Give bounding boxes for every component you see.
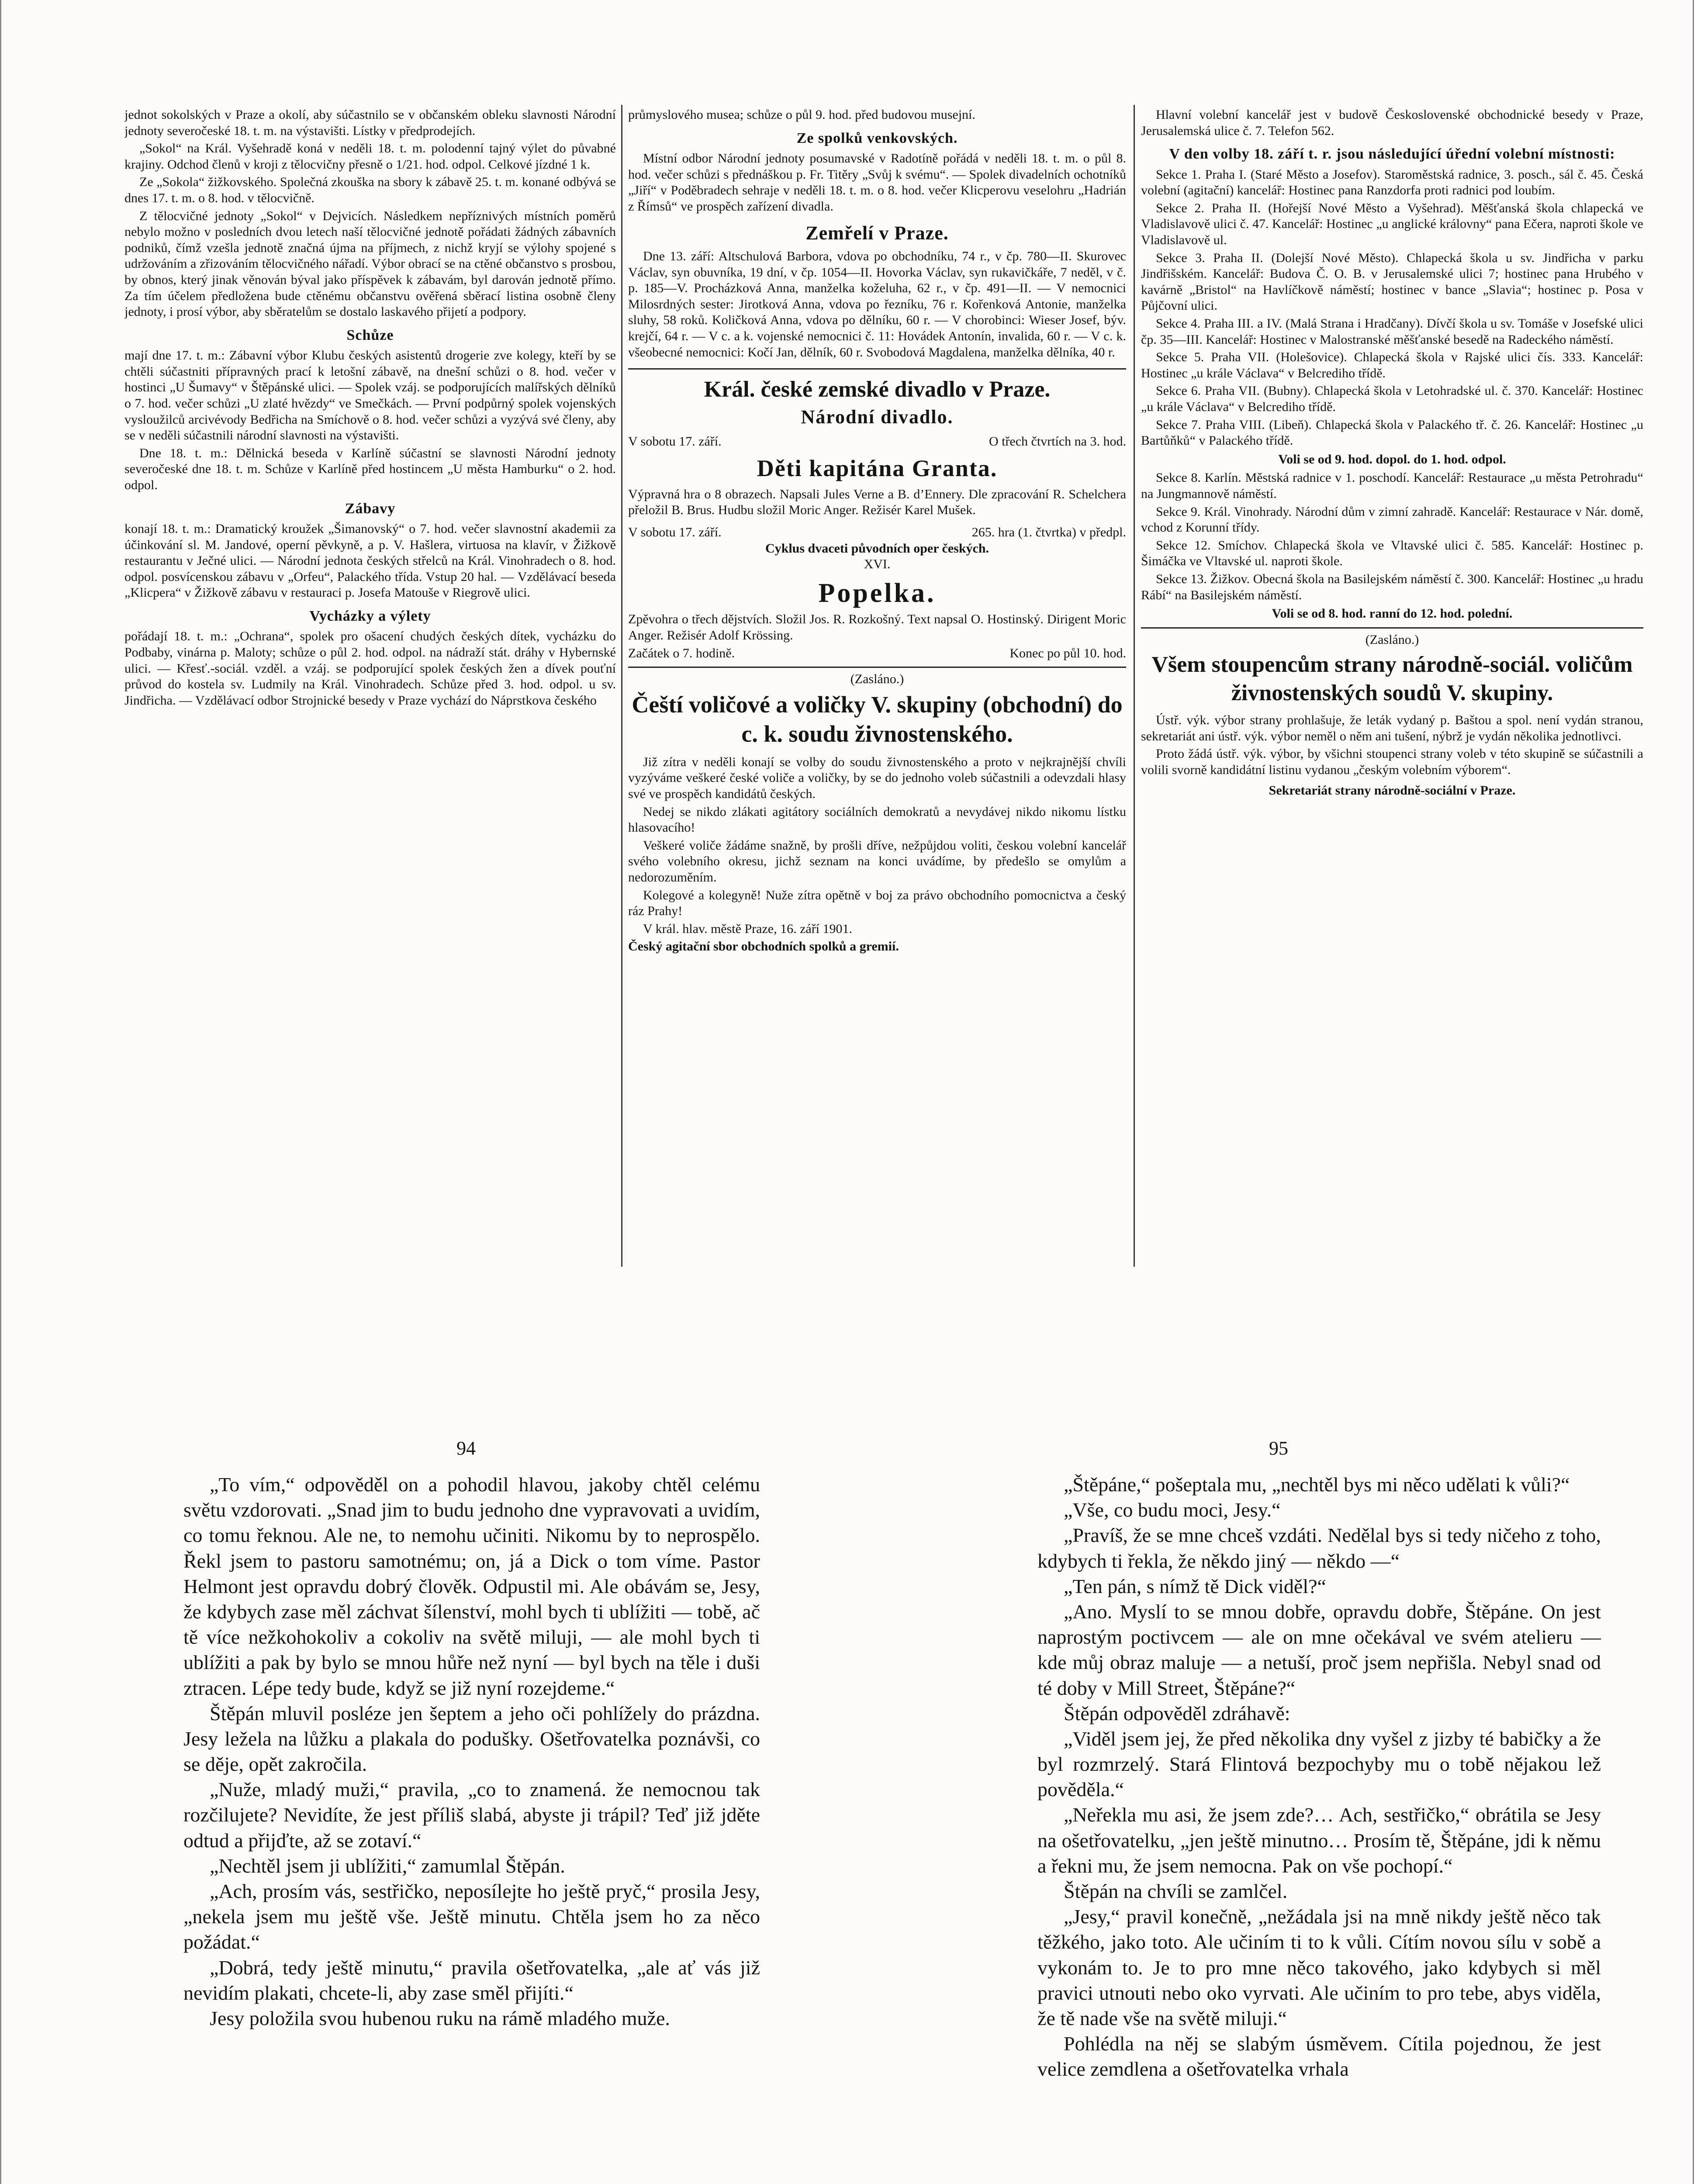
col1-paragraph: konají 18. t. m.: Dramatický kroužek „Šimanovský“ o 7. hod. večer slavnostní akademii za účinkování sl. M. Jandové, operní pěvkyně, a p. V. Hašlera, virtuosa na klavír, v Žižkově restaurantu v Ječné ulici. — Národní jednota českých střelců na Král. Vinohradech o 8. hod. odpol. posvícenskou zábavu v „Orfeu“, Palackého třída. Vstup 20 hal. — Vzdělávací beseda „Klicpera“ v Žižkově zábavu v restauraci p. Josefa Matouše v Riegrově ulici. xyxy=(124,522,616,600)
performance-note: 265. hra (1. čtvrtka) v předpl. xyxy=(971,525,1126,540)
advert-paragraph: Již zítra v neděli konají se volby do soudu živnostenského a proto v nejkrajnější chvíli vyzýváme veškeré české voliče a voličky, by se do jednoho voleb súčastnili a odevzdali hlasy své ve prospěch kandidátů českých. xyxy=(628,754,1126,801)
performance-date-row xyxy=(628,525,1126,541)
novel-paragraph: „To vím,“ odpověděl on a pohodil hlavou, jakoby chtěl celému světu vzdorovati. „Snad jim to budu jednoho dne vypravovati a uvidím, co tomu řeknou. Ale ne, to nemohu učiniti. Nikomu by to neprospělo. Řekl jsem to pastoru samotnému; on, já a Dick o tom víme. Pastor Helmont jest opravdu dobrý člověk. Odpustil mi. Ale obávám se, Jesy, že kdybych zase měl záchvat šílenství, mohl bych ti ublížiti — tobě, ač tě více nežkohokoliv a cokoliv na světě miluji, — ale mohl bych ti ublížiti a pak by bylo se mnou hůře než nyní — byl bych na těle i duši ztracen. Lépe tedy bude, když se již nyní rozejdeme.“ xyxy=(183,1473,760,1699)
col1-paragraph: mají dne 17. t. m.: Zábavní výbor Klubu českých asistentů drogerie zve kolegy, kteří by se chtěli súčastniti přípravných prací k letošní zábavě, na dnešní schůzi o 8. hod. večer v hostinci „U Šumavy“ v Štěpánské ulici. — Spolek vzáj. se podporujících malířských dělníků o 7. hod. večer schůzi „U zlaté hvězdy“ ve Smečkách. — První podpůrný spolek vojenských vysloužilců arcivévody Bedřicha na Smíchově o 8. hod. večer schůzi a vyzývá své členy, aby se v neděli súčastnili národní slavnosti na výstavišti. xyxy=(124,348,616,443)
col1-paragraph: Z tělocvičné jednoty „Sokol“ v Dejvicích. Následkem nepříznivých místních poměrů nebylo možno v posledních dvou letech naší tělocvičné jednotě pořádati žádných zábavních podniků, čímž vzešla jednotě značná újma na příjmech, z nichž kryjí se výlohy spojené s udržováním a zřizováním tělocvičného nářadí. Výbor obrací se na ctěné občanstvo s prosbou, by obnos, který jinak věnován býval jako příspěvek k zábavám, byl darován jednotě přímo. Za tím účelem předložena bude ctěnému občanstvu ověřená sběrací listina osobně členy jednoty, i prosí výbor, aby sběratelům se dostalo laskavého přijetí a podpory. xyxy=(124,208,616,319)
section-heading-venkov: Ze spolků venkovských. xyxy=(796,130,958,146)
col1-paragraph: jednot sokolských v Praze a okolí, aby súčastnilo se v občanském obleku slavnosti Národní jednoty severočeské 18. t. m. na výstavišti. Lístky v předprodejích. xyxy=(124,107,616,138)
opera-cycle: Cyklus dvaceti původních oper českých. xyxy=(765,541,989,556)
polling-section: Sekce 3. Praha II. (Dolejší Nové Město). Chlapecká škola u sv. Jindřicha v parku Jindřišském. Kancelář: Budova Č. O. B. v Jerusalemské ulici 7; hostinec pana Hrubého v kavárně „Bristol“ na Havlíčkově náměstí; hostinec v bance „Slavia“; hostinec p. Posa v Půjčovní ulici. xyxy=(1141,250,1643,313)
polling-section: Sekce 9. Král. Vinohrady. Národní dům v zimní zahradě. Kancelář: Restaurace v Nár. domě, vchod z Korunní třídy. xyxy=(1141,504,1643,535)
novel-paragraph: Pohlédla na něj se slabým úsměvem. Cítila pojednou, že jest velice zemdlena a ošetřovatelka vrhala xyxy=(1037,2032,1601,2080)
novel-paragraph: Jesy položila svou hubenou ruku na rámě mladého muže. xyxy=(210,2007,670,2029)
zaslano-label: (Zasláno.) xyxy=(850,672,904,687)
page-edge-left xyxy=(0,0,1,2184)
polling-section: Sekce 8. Karlín. Městská radnice v 1. poschodí. Kancelář: Restaurace „u města Petrohradu“ na Jungmannově náměstí. xyxy=(1141,470,1643,501)
play-title: Děti kapitána Granta. xyxy=(757,455,998,481)
newspaper-column-1 xyxy=(124,107,616,1326)
advert-paragraph: Nedej se nikdo zlákati agitátory sociálních demokratů a nevydávej nikdo nikomu lístku hlasovacího! xyxy=(628,804,1126,835)
advert-signature: Český agitační sbor obchodních spolků a gremií. xyxy=(628,939,899,954)
advert-paragraph: Veškeré voliče žádáme snažně, by prošli dříve, nežpůjdou voliti, českou volební kancelář svého volebního okresu, jichž seznam na konci uvádíme, by předešlo se omylům a nedorozuměním. xyxy=(628,838,1126,885)
theater-subtitle: Národní divadlo. xyxy=(801,406,954,428)
polling-section: Sekce 4. Praha III. a IV. (Malá Strana i Hradčany). Dívčí škola u sv. Tomáše v Josefské ulici čp. 35—III. Kancelář: Hostinec v Malostranské měšťanské besedě na Radeckého náměstí. xyxy=(1141,316,1643,347)
start-time: Začátek o 7. hodině. xyxy=(628,646,735,660)
rule xyxy=(1141,627,1643,629)
novel-paragraph: Štěpán odpověděl zdráhavě: xyxy=(1064,1702,1290,1724)
section-heading-zabavy: Zábavy xyxy=(345,500,396,517)
polling-section: Sekce 13. Žižkov. Obecná škola na Basilejském náměstí č. 300. Kancelář: Hostinec „u hradu Rábí“ na Basilejském náměstí. xyxy=(1141,571,1643,602)
performance-time-row xyxy=(628,646,1126,662)
col2-paragraph: Místní odbor Národní jednoty posumavské v Radotíně pořádá v neděli 18. t. m. o půl 8. hod. večer schůzi s přednáškou p. Fr. Titěry „Svůj k svému“. — Spolek divadelních ochotníků „Jiří“ v Poděbradech sehraje v neděli 18. t. m. o 8. hod. večer Klicperovu veselohru „Hadrián z Římsů“ ve prospěch zařízení divadla. xyxy=(628,151,1126,214)
section-heading-zemreli: Zemřelí v Praze. xyxy=(806,222,949,244)
novel-paragraph: „Neřekla mu asi, že jsem zde?… Ach, sestřičko,“ obrátila se Jesy na ošetřovatelku, „jen ještě minutno… Prosím tě, Štěpáne, jdi k němu a řekni mu, že jsem nemocna. Pak on vše pochopí.“ xyxy=(1037,1804,1601,1877)
zaslano-label: (Zasláno.) xyxy=(1365,632,1419,647)
polling-section: Sekce 2. Praha II. (Hořejší Nové Město a Vyšehrad). Měšťanská škola chlapecká ve Vladislavově ulici č. 47. Kancelář: Hostinec „u anglické královny“ pana Ečera, naproti škole ve Vladislavově ul. xyxy=(1141,200,1643,248)
novel-page-left xyxy=(183,1472,760,2031)
novel-paragraph: „Vše, co budu moci, Jesy.“ xyxy=(1064,1499,1281,1521)
newspaper-column-3 xyxy=(1141,107,1643,1286)
section-heading-schuze: Schůze xyxy=(346,327,394,343)
section-heading-volby: V den volby 18. září t. r. jsou následující úřední volební místnosti: xyxy=(1169,146,1615,162)
play-description: Výpravná hra o 8 obrazech. Napsali Jules Verne a B. d’Ennery. Dle zpracování R. Schelchera přeložil B. Brus. Hudbu složil Moric Anger. Režisér Karel Mušek. xyxy=(628,487,1126,518)
performance-date: V sobotu 17. září. xyxy=(628,525,722,540)
polling-section: Sekce 12. Smíchov. Chlapecká škola ve Vltavské ulici č. 585. Kancelář: Hostinec p. Šimáčka ve Vltavské ul. naproti škole. xyxy=(1141,538,1643,569)
performance-time: O třech čtvrtích na 3. hod. xyxy=(989,434,1126,449)
voting-hours: Voli se od 8. hod. ranní do 12. hod. polední. xyxy=(1272,606,1513,621)
column-divider xyxy=(1134,105,1135,1267)
newspaper-column-2 xyxy=(628,107,1126,1269)
polling-section: Sekce 7. Praha VIII. (Libeň). Chlapecká škola v Palackého tř. č. 26. Kancelář: Hostinec „u Bartůňků“ v Palackého třídě. xyxy=(1141,417,1643,448)
advert-signature: Sekretariát strany národně-sociální v Praze. xyxy=(1269,783,1516,798)
theater-title: Král. české zemské divadlo v Praze. xyxy=(704,377,1051,402)
novel-paragraph: „Dobrá, tedy ještě minutu,“ pravila ošetřovatelka, „ale ať vás již nevidím plakati, chcete-li, aby zase směl přijíti.“ xyxy=(183,1956,760,2004)
polling-section: Sekce 1. Praha I. (Staré Město a Josefov). Staroměstská radnice, 3. posch., sál č. 45. Česká volební (agitační) kancelář: Hostinec pana Ranzdorfa proti radnici pod loubím. xyxy=(1141,167,1643,198)
performance-date: V sobotu 17. září. xyxy=(628,434,722,449)
rule xyxy=(628,667,1126,668)
page-number-right: 95 xyxy=(1269,1438,1288,1459)
advert-paragraph: Kolegové a kolegyně! Nuže zítra opětně v boj za právo obchodního pomocnictva a český ráz Prahy! xyxy=(628,888,1126,919)
end-time: Konec po půl 10. hod. xyxy=(1009,646,1126,660)
novel-paragraph: Štěpán na chvíli se zamlčel. xyxy=(1064,1880,1288,1902)
col1-paragraph: Ze „Sokola“ žižkovského. Společná zkouška na sbory k zábavě 25. t. m. konané odbývá se dnes 17. t. m. o 8. hod. v tělocvičně. xyxy=(124,175,616,205)
novel-paragraph: Štěpán mluvil posléze jen šeptem a jeho oči pohlížely do prázdna. Jesy ležela na lůžku a plakala do podušky. Ošetřovatelka poznávši, co se děje, opět zakročila. xyxy=(183,1702,760,1776)
advert-paragraph: Proto žádá ústř. výk. výbor, by všichni stoupenci strany voleb v této skupině se súčastnili a volili svorně kandidátní listinu vydanou „českým volebním výborem“. xyxy=(1141,746,1643,778)
column-divider xyxy=(621,105,622,1267)
col1-paragraph: „Sokol“ na Král. Vyšehradě koná v neděli 18. t. m. polodenní tajný výlet do půvabné krajiny. Odchod členů v kroji z tělocvičny přesně o 1/21. hod. odpol. Celkové jízdné 1 k. xyxy=(124,141,616,172)
advert-paragraph: Ústř. výk. výbor strany prohlašuje, že leták vydaný p. Baštou a spol. není vydán stranou, sekretariát ani ústř. výk. výbor neměl o něm ani tušení, nýbrž je vydán několika jednotlivci. xyxy=(1141,713,1643,743)
advert-heading: Všem stoupencům strany národně-sociál. voličům živnostenských soudů V. skupiny. xyxy=(1151,652,1633,706)
polling-section: Sekce 6. Praha VII. (Bubny). Chlapecká škola v Letohradské ul. č. 370. Kancelář: Hostinec „u krále Václava“ v Belcrediho třídě. xyxy=(1141,384,1643,414)
page-number-left: 94 xyxy=(456,1438,476,1459)
polling-section: Sekce 5. Praha VII. (Holešovice). Chlapecká škola v Rajské ulici čís. 333. Kancelář: Hostinec „u krále Václava“ v Belcrediho třídě. xyxy=(1141,350,1643,380)
rule xyxy=(628,368,1126,370)
advert-heading: Čeští voličové a voličky V. skupiny (obchodní) do c. k. soudu živnostenského. xyxy=(632,691,1123,747)
col3-paragraph: Hlavní volební kancelář jest v budově Československé obchodnické besedy v Praze, Jerusalemská ulice č. 7. Telefon 562. xyxy=(1141,107,1643,138)
novel-paragraph: „Pravíš, že se mne chceš vzdáti. Nedělal bys si tedy ničeho z toho, kdybych ti řekla, že někdo jiný — někdo —“ xyxy=(1037,1524,1601,1572)
play-description: Zpěvohra o třech dějstvích. Složil Jos. R. Rozkošný. Text napsal O. Hostinský. Dirigent Moric Anger. Režisér Adolf Krössing. xyxy=(628,612,1126,643)
novel-paragraph: „Nuže, mladý muži,“ pravila, „co to znamená. že nemocnou tak rozčilujete? Nevidíte, že jest příliš slabá, abyste ji trápil? Teď již jděte odtud a přijďte, až se zotaví.“ xyxy=(183,1778,760,1852)
novel-paragraph: „Ten pán, s nímž tě Dick viděl?“ xyxy=(1064,1575,1326,1597)
novel-paragraph: „Štěpáne,“ pošeptala mu, „nechtěl bys mi něco udělati k vůli?“ xyxy=(1064,1473,1570,1496)
col1-paragraph: pořádají 18. t. m.: „Ochrana“, spolek pro ošacení chudých českých dítek, vycházku do Podbaby, vinárna p. Maloty; schůze o půl 2. hod. odpol. na nádraží stát. dráhy v Hybernské ulici. — Křesť.-sociál. vzděl. a vzáj. se podporující spolek českých žen a dívek pouťní průvod do kostela sv. Ludmily na Král. Vinohradech. Schůze před 3. hod. odpol. u sv. Jindřicha. — Vzdělávací odbor Strojnické besedy v Praze vychází do Náprstkova českého xyxy=(124,629,616,708)
novel-paragraph: „Nechtěl jsem ji ublížiti,“ zamumlal Štěpán. xyxy=(210,1854,565,1877)
col2-paragraph: Dne 13. září: Altschulová Barbora, vdova po obchodníku, 74 r., v čp. 780—II. Skurovec Václav, syn obuvníka, 19 dní, v čp. 1054—II. Hovorka Václav, syn rukavičkáře, 7 neděl, v č. p. 185—V. Procházková Anna, manželka koželuha, 62 r., v čp. 491—II. — V nemocnici Milosrdných sester: Jirotková Anna, vdova po řezníku, 76 r. Kořenková Antonie, manželka sluhy, 58 roků. Količková Anna, vdova po dělníku, 60 r. — V chorobinci: Wieser Josef, býv. krejčí, 64 r. — V c. a k. vojenské nemocnici č. 11: Hovádek Antonín, invalida, 60 r. — V c. k. všeobecné nemocnici: Kočí Jan, dělník, 60 r. Svobodová Magdalena, manželka dělníka, 40 r. xyxy=(628,249,1126,359)
voting-hours: Voli se od 9. hod. dopol. do 1. hod. odpol. xyxy=(1278,452,1506,467)
col2-paragraph: průmyslového musea; schůze o půl 9. hod. před budovou musejní. xyxy=(628,107,975,122)
col1-paragraph: Dne 18. t. m.: Dělnická beseda v Karlíně súčastní se slavnosti Národní jednoty severočeské dne 18. t. m. Schůze v Karlíně před hostincem „U města Hamburku“ o 2. hod. odpol. xyxy=(124,446,616,492)
advert-paragraph: V král. hlav. městě Praze, 16. září 1901. xyxy=(643,921,853,936)
roman-numeral: XVI. xyxy=(864,557,891,572)
novel-paragraph: „Ano. Myslí to se mnou dobře, opravdu dobře, Štěpáne. On jest naprostým poctivcem — ale on mne očekával ve svém atelieru — kde můj obraz maluje — a netuší, proč jsem nepřišla. Nebyl snad od té doby v Mill Street, Štěpáne?“ xyxy=(1037,1600,1601,1699)
novel-paragraph: „Viděl jsem jej, že před několika dny vyšel z jizby té babičky a že byl rozmrzelý. Stará Flintová bezpochyby mu o tobě nějakou lež pověděla.“ xyxy=(1037,1727,1601,1801)
novel-paragraph: „Ach, prosím vás, sestřičko, neposílejte ho ještě pryč,“ prosila Jesy, „nekela jsem mu ještě vše. Ještě minutu. Chtěla jsem ho za něco požádat.“ xyxy=(183,1880,760,1953)
novel-paragraph: „Jesy,“ pravil konečně, „nežádala jsi na mně nikdy ještě něco tak těžkého, jako toto. Ale učiním ti to k vůli. Cítím novou sílu v sobě a vykonám to. Je to pro mne něco takového, jako kdybych si měl pravici utnouti nebo oko vyrvati. Ale učiním to pro tebe, abys viděla, že tě nade vše na světě miluji.“ xyxy=(1037,1905,1601,2029)
performance-date-row xyxy=(628,434,1126,450)
novel-page-right xyxy=(1037,1472,1601,2082)
play-title: Popelka. xyxy=(818,578,936,608)
section-heading-vychazky: Vycházky a výlety xyxy=(309,608,431,624)
